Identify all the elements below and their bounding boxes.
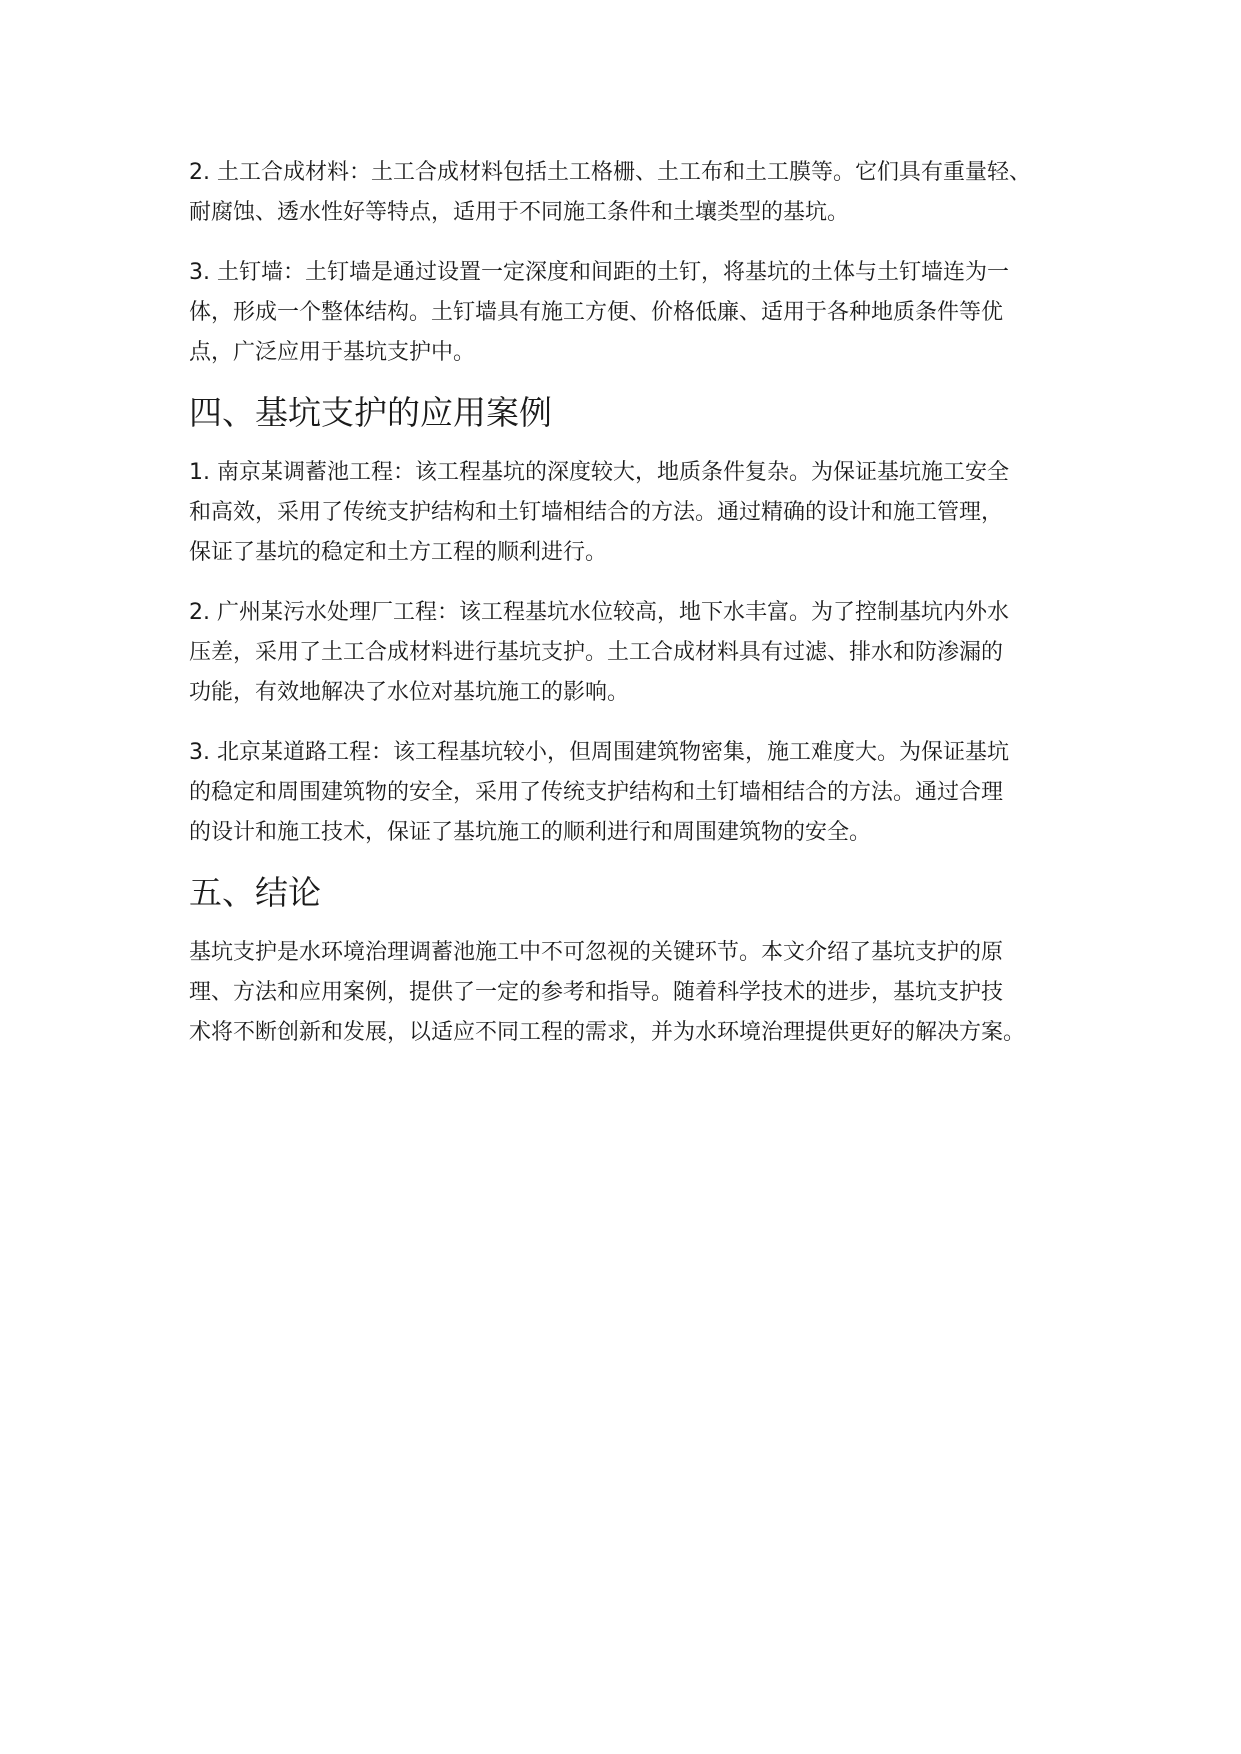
text-line: 的稳定和周围建筑物的安全，采用了传统支护结构和土钉墙相结合的方法。通过合理 <box>189 780 1004 805</box>
text-line: 功能，有效地解决了水位对基坑施工的影响。 <box>189 680 630 705</box>
paragraph-soil-nail-wall <box>189 253 1069 373</box>
paragraph-case-nanjing <box>189 453 1069 573</box>
text-line: 基坑支护是水环境治理调蓄池施工中不可忽视的关键环节。本文介绍了基坑支护的原 <box>189 940 1004 965</box>
text-line: 点，广泛应用于基坑支护中。 <box>189 340 476 365</box>
document-body <box>189 153 1069 1073</box>
text-line: 1. 南京某调蓄池工程：该工程基坑的深度较大，地质条件复杂。为保证基坑施工安全 <box>189 460 1009 485</box>
text-line: 理、方法和应用案例，提供了一定的参考和指导。随着科学技术的进步，基坑支护技 <box>189 980 1004 1005</box>
paragraph-geosynthetics <box>189 153 1069 233</box>
paragraph-conclusion <box>189 933 1069 1053</box>
text-line: 体，形成一个整体结构。土钉墙具有施工方便、价格低廉、适用于各种地质条件等优 <box>189 300 1004 325</box>
section-heading-conclusion: 五、结论 <box>189 873 321 912</box>
text-line: 压差，采用了土工合成材料进行基坑支护。土工合成材料具有过滤、排水和防渗漏的 <box>189 640 1004 665</box>
text-line: 术将不断创新和发展，以适应不同工程的需求，并为水环境治理提供更好的解决方案。 <box>189 1020 1026 1045</box>
text-line: 的设计和施工技术，保证了基坑施工的顺利进行和周围建筑物的安全。 <box>189 820 872 845</box>
text-line: 3. 土钉墙：土钉墙是通过设置一定深度和间距的土钉，将基坑的土体与土钉墙连为一 <box>189 260 1009 285</box>
text-line: 保证了基坑的稳定和土方工程的顺利进行。 <box>189 540 608 565</box>
text-line: 2. 土工合成材料：土工合成材料包括土工格栅、土工布和土工膜等。它们具有重量轻、 <box>189 160 1031 185</box>
text-line: 2. 广州某污水处理厂工程：该工程基坑水位较高，地下水丰富。为了控制基坑内外水 <box>189 600 1009 625</box>
section-heading-cases: 四、基坑支护的应用案例 <box>189 393 552 432</box>
paragraph-case-beijing <box>189 733 1069 853</box>
paragraph-case-guangzhou <box>189 593 1069 713</box>
text-line: 耐腐蚀、透水性好等特点，适用于不同施工条件和土壤类型的基坑。 <box>189 200 850 225</box>
text-line: 和高效，采用了传统支护结构和土钉墙相结合的方法。通过精确的设计和施工管理， <box>189 500 1004 525</box>
text-line: 3. 北京某道路工程：该工程基坑较小，但周围建筑物密集，施工难度大。为保证基坑 <box>189 740 1009 765</box>
